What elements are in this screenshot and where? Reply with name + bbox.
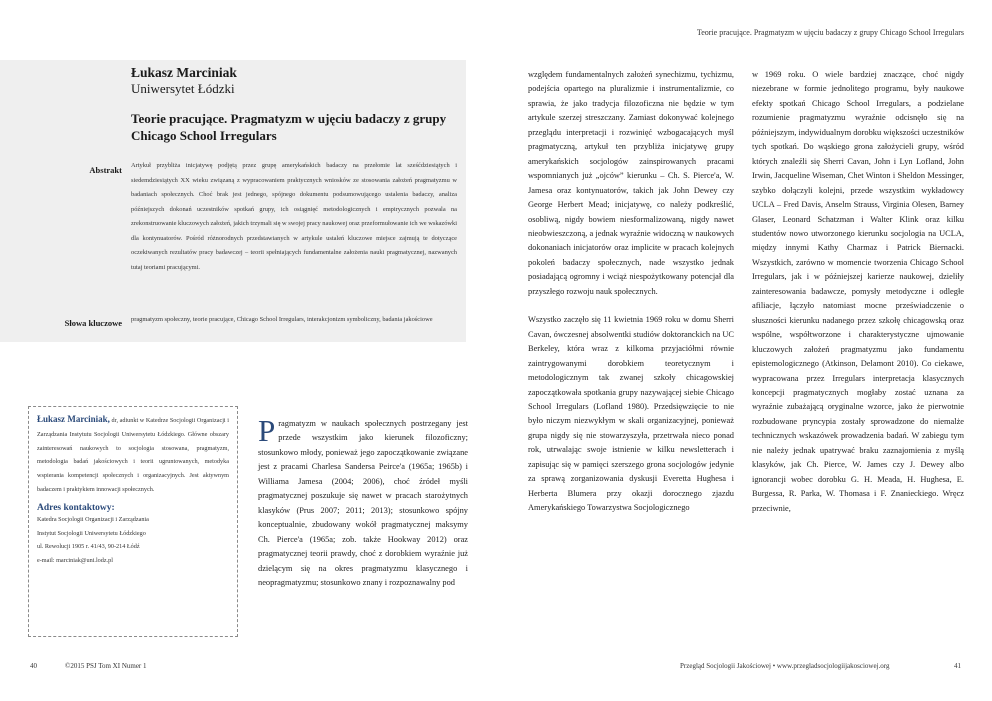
right-page <box>496 0 992 701</box>
running-head: Teorie pracujące. Pragmatyzm w ujęciu badaczy z grupy Chicago School Irregulars <box>696 28 964 37</box>
author-bio <box>37 413 229 497</box>
contact-line: Katedra Socjologii Organizacji i Zarządzania <box>37 515 149 523</box>
contact-email: e-mail: marciniak@uni.lodz.pl <box>37 557 113 565</box>
body-paragraph: względem fundamentalnych założeń synechizmu, tychizmu, podejścia opartego na pluralizmie i instrumentalizmie, co sprawia, że jako tradycja filozoficzna nie będzie w tym artykule szerzej streszczany. Zamiast dokonywać kolejnego przeglądu interpretacji i rozwinięć wzbogacających myśl pragmatyczną, artykuł ten przybliża inicjatywę grupy amerykańskich socjologów zainspirowanych pracami wspomnianych już „ojców” kierunku – Ch. S. Pierce'a, W. Jamesa oraz kontynuatorów, takich jak John Dewey czy George Herbert Mead; inicjatywę, co należy podkreślić, osobliwą, nigdy bowiem niesformalizowaną, nigdy nawet nieobwieszczoną, a jednak wyraźnie widoczną w naukowych dokonaniach inicjatorów oraz implicite w pracach kolejnych pokoleń badaczy społecznych, nade wszystko jednak posiadającą ogromny i wciąż niespożytkowany potencjał dla przyszłego rozwoju nauk społecznych. <box>528 70 734 296</box>
author-name: Łukasz Marciniak <box>131 65 237 80</box>
article-title: Teorie pracujące. Pragmatyzm w ujęciu badaczy z grupy Chicago School Irregulars <box>131 111 447 143</box>
body-text: ragmatyzm w naukach społecznych postrzegany jest przede wszystkim jako kierunek filozoficzny; stosunkowo młody, ponieważ jego zapoczątkowanie związane jest z pracami Charlesa Sandersa Peirce'a (1965a; 1965b) i Williama Jamesa (2004; 2006), choć źródeł myśli pragmatycznej poszukuje się nawet w pracach starożytnych klasyków (Prus 2007; 2011; 2013); stosunkowo spójny konceptualnie, zbudowany wokół pragmatycznej maksymy Ch. Pierce'a (1965a; zob. także Hookway 2012) oraz pragmatycznej teorii prawdy, choć z dorobkiem wyraźnie już dzielącym się na okres pragmatyzmu klasycznego i neopragmatyzmu; stosunkowo znany i rozpoznawalny pod <box>258 419 468 587</box>
keywords-text: pragmatyzm społeczny, teorie pracujące, Chicago School Irregulars, interakcjonizm symboliczny, badania jakościowe <box>131 316 433 323</box>
left-footer-text: ©2015 PSJ Tom XI Numer 1 <box>65 662 147 670</box>
right-footer-text: Przegląd Socjologii Jakościowej • www.przegladsocjologiijakosciowej.org <box>680 662 890 670</box>
author-affiliation: Uniwersytet Łódzki <box>131 81 235 96</box>
contact-line: Instytut Socjologii Uniwersytetu Łódzkiego <box>37 529 146 537</box>
abstract-text: Artykuł przybliża inicjatywę podjętą przez grupę amerykańskich badaczy na przełomie lat sześćdziesiątych i siedemdziesiątych XX wieku związaną z wypracowaniem praktycznych wniosków ze stosowania założeń pragmatyzmu w badaniach społecznych. Choć brak jest jednego, spójnego dokumentu podsumowującego ustalenia badaczy, analiza późniejszych dokonań uczestników spotkań grupy, ich osiągnięć metodologicznych i empirycznych pozwala na zrekonstruowanie kluczowych założeń, jakich trzymali się w swojej pracy naukowej oraz przeformułowanie ich we wskazówki dla kontynuatorów. Pośród różnorodnych przedstawianych w artykule ustaleń kluczowe miejsce zajmują te dotyczące oczekiwanych rezultatów pracy badawczej – teorii spełniających fundamentalne założenia nauki pragmatycznej, nazwanych tutaj teoriami pracującymi. <box>131 162 457 271</box>
author-bio-box <box>28 406 238 637</box>
contact-heading: Adres kontaktowy: <box>37 502 115 513</box>
body-paragraph: Wszystko zaczęło się 11 kwietnia 1969 roku w domu Sherri Cavan, ówczesnej absolwentki studiów doktoranckich na UC Berkeley, która wraz z kilkoma przyjaciółmi równie zaintrygowanymi dorobkiem teoretycznym i metodologicznym tak zwanej szkoły chicagowskiej zapoczątkowała spotkania grupy nazywającej siebie Chicago School Irregulars (Lofland 1980). Przedsięwzięcie to nie było niczym niezwykłym w skali organizacyjnej, ponieważ grupa nigdy się nie stowarzyszyła, przetrwała nieco ponad rok, utrwalając swoje istnienie w kilku newsletterach i zapisując się w pamięci szerszego grona socjologów jedynie za sprawą zorganizowania dyskusji Everetta Hughesa i Herberta Blumera przy okazji dorocznego zjazdu Amerykańskiego Towarzystwa Socjologicznego <box>528 315 734 513</box>
drop-cap: P <box>258 413 276 448</box>
abstract-label: Abstrakt <box>89 165 122 175</box>
contact-line: ul. Rewolucji 1905 r. 41/43, 90-214 Łódź <box>37 543 140 551</box>
body-paragraph: w 1969 roku. O wiele bardziej znaczące, choć nigdy niezebrane w formie jednolitego programu, były naukowe efekty spotkań Chicago School Irregulars, a podzielane rozumienie pragmatyzmu wyraźnie odcisnęło się na późniejszym, indywidualnym dorobku większości uczestników tych spotkań. Do wąskiego grona założycieli grupy, wśród których znaleźli się Sherri Cavan, John i Lyn Lofland, John Irwin, Jacqueline Wiseman, Chet Winton i Sheldon Messinger, szybko dołączyli kolejni, przede wszystkim wykładowcy UCLA – Fred Davis, Anselm Strauss, Virginia Olesen, Barney Glaser, Leonard Schatzman i Walter Klink oraz kilku studentów nowo utworzonego kierunku socjologia na UCLA, między innymi Kathy Charmaz i Patrick Biernacki. Wszystkich, zarówno w momencie tworzenia Chicago School Irregulars, jak i w późniejszej karierze naukowej, dzieliły zainteresowania badawcze, pomysły metodyczne i odległe afiliacje, łączyło natomiast mocne przeświadczenie o słuszności kierunku nadanego przez szkołę chicagowską oraz wspólne, współtworzone i charakterystyczne ujmowanie kluczowych założeń pragmatyzmu jako fundamentu epistemologicznego (Atkinson, Delamont 2010). Co ciekawe, wypracowana przez Irregulars interpretacja klasycznych koncepcji pragmatycznych mogłaby zostać uznana za wyraźnie zubażającą oryginalne wzorce, jako że pierwotnie rozbudowane pryncypia zostały sprowadzone do niemalże technicznych wskazówek prowadzenia badań. W zabiegu tym nie należy jednak upatrywać braku zaznajomienia z myślą klasyków, jak Ch. Pierce, W. James czy J. Dewey albo ignorancji wobec dorobku G. H. Meada, H. Hughesa, E. Burgessa, R. Parka, W. Thomasa i F. Znanieckiego. Wręcz przeciwnie, <box>752 70 964 513</box>
body-column-right-1 <box>528 68 734 516</box>
body-column-left <box>258 413 468 590</box>
right-page-number: 41 <box>954 662 961 670</box>
bio-text: dr, adiunkt w Katedrze Socjologii Organizacji i Zarządzania Instytutu Socjologii Uniwersytetu Łódzkiego. Główne obszary zainteresowań naukowych to socjologia stosowana, pragmatyzm, metodologia badań jakościowych i teorii ugruntowanych, metodyka wspierania kompetencji społecznych i organizacyjnych. Jest aktywnym badaczem i praktykiem innowacji społecznych. <box>37 417 229 493</box>
keywords-label: Słowa kluczowe <box>64 318 122 328</box>
body-column-right-2 <box>752 68 964 516</box>
bio-author-name: Łukasz Marciniak, <box>37 414 110 424</box>
left-page-number: 40 <box>30 662 37 670</box>
